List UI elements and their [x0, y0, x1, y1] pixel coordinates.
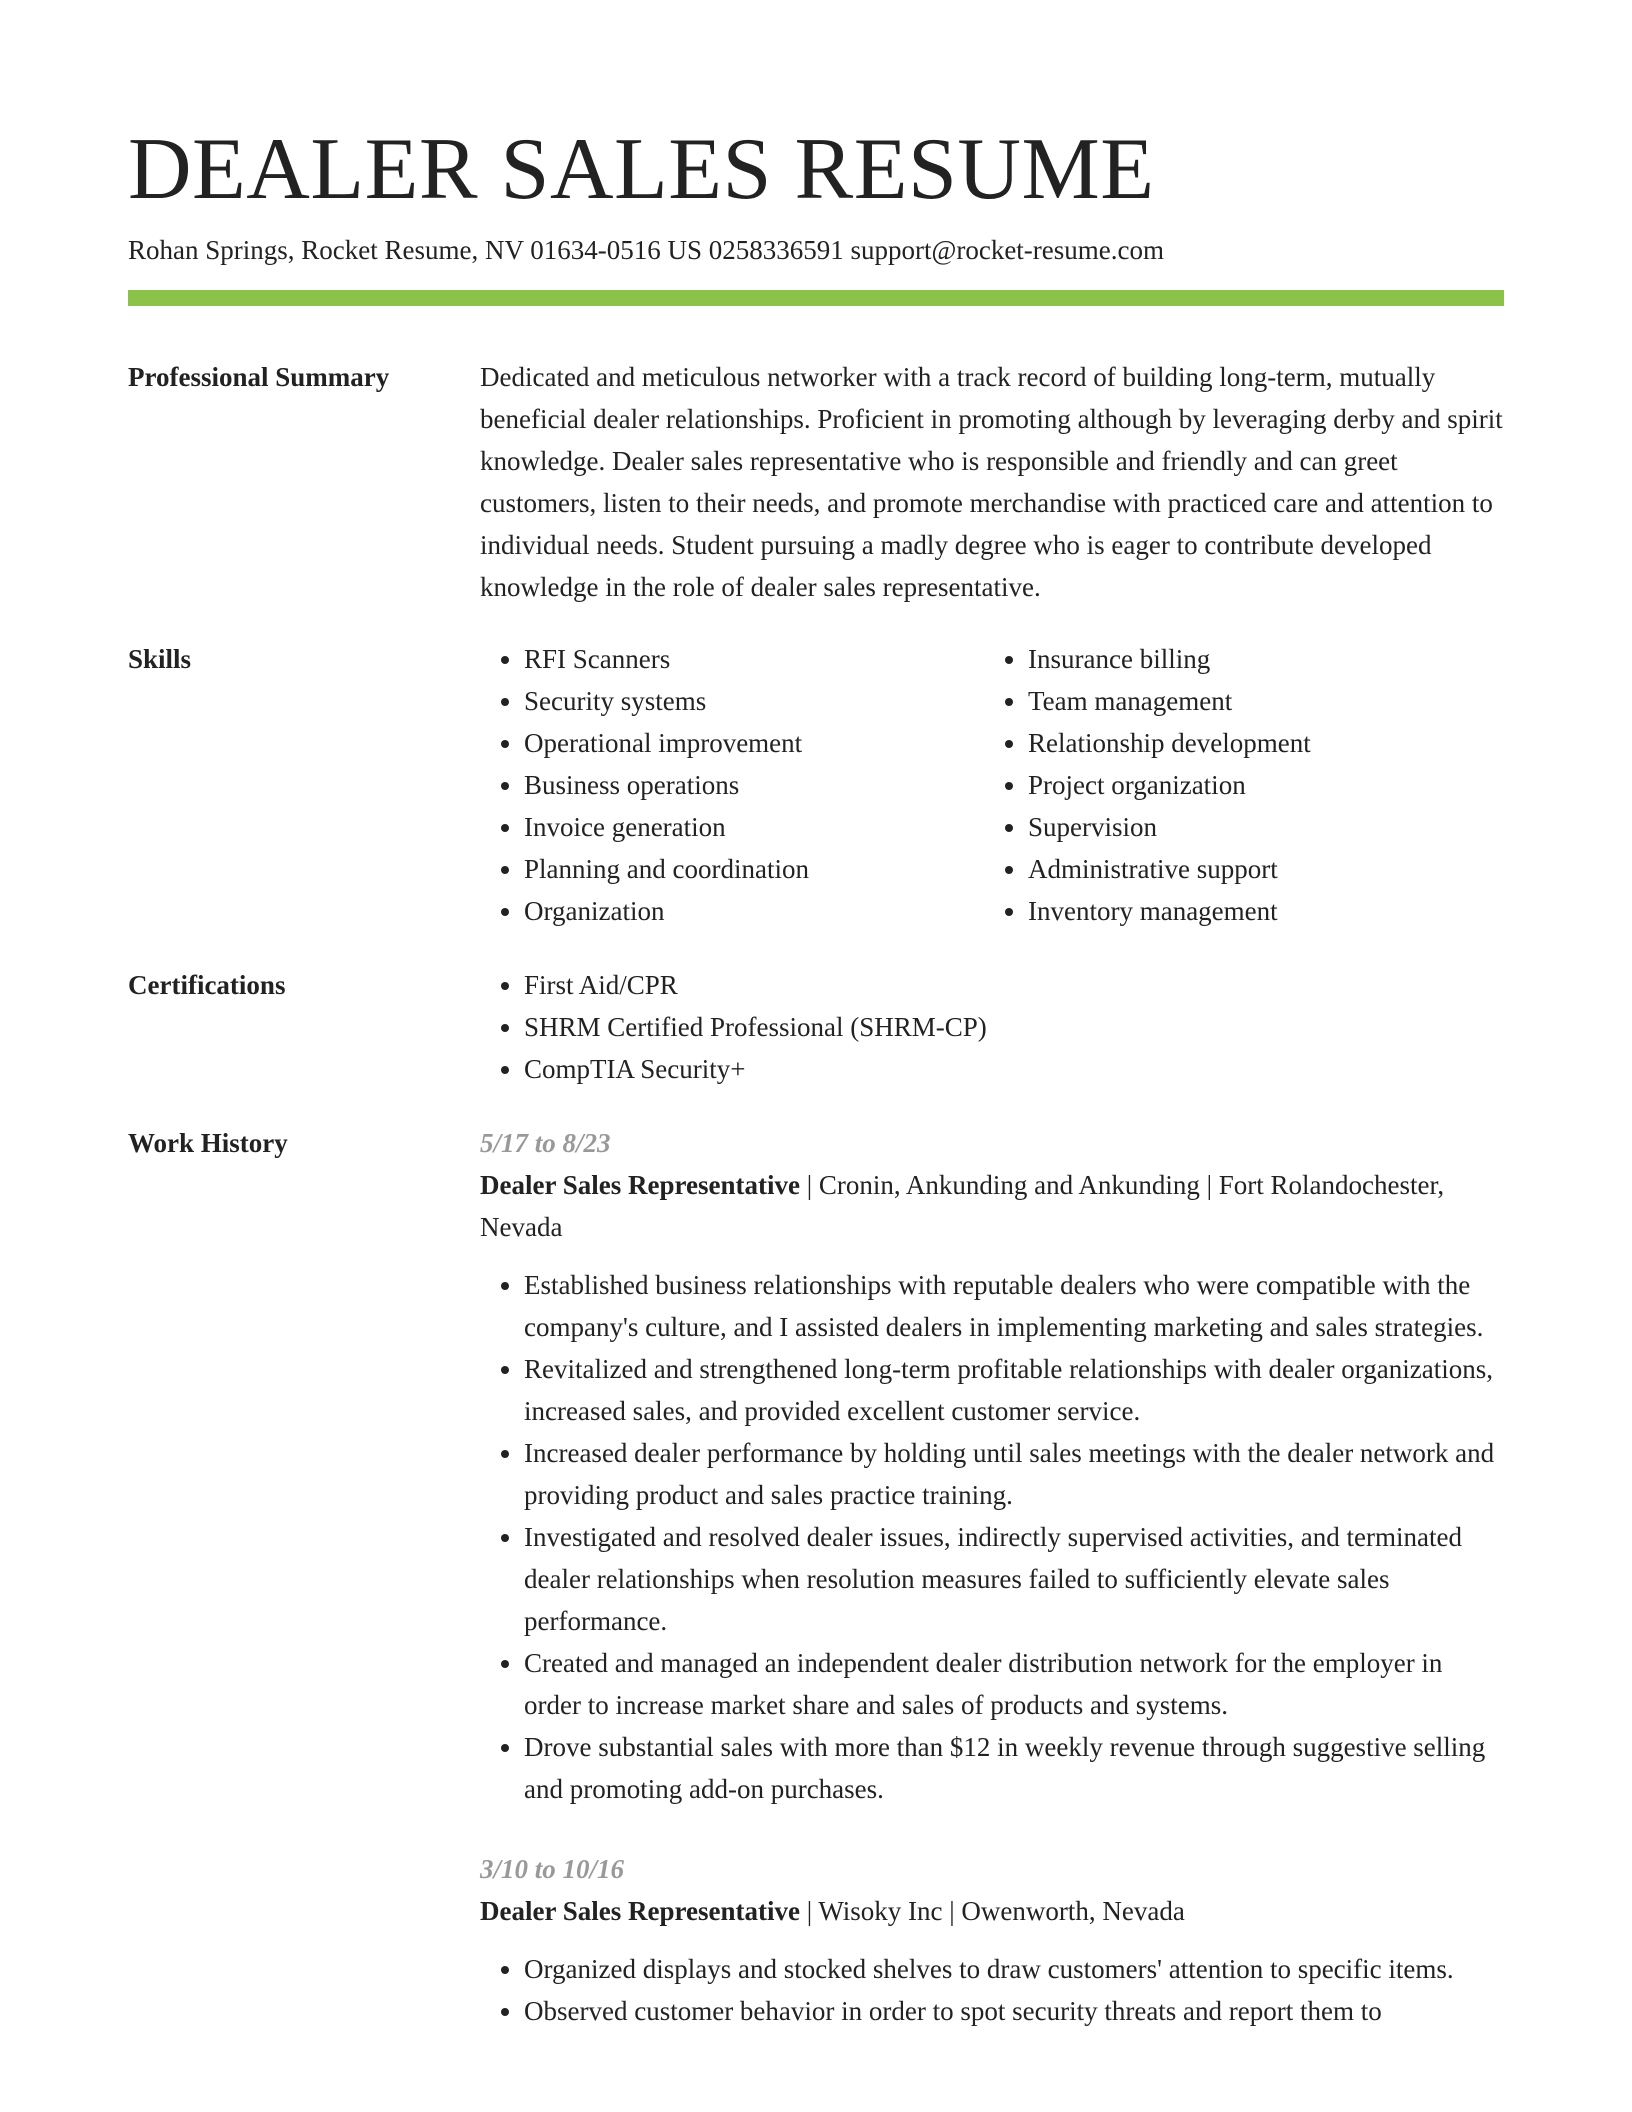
skill-item: • Inventory management [1028, 890, 1488, 932]
skill-item: • RFI Scanners [524, 638, 984, 680]
contact-line: Rohan Springs, Rocket Resume, NV 01634-0516 US 0258336591 support@rocket-resume.com [128, 235, 1165, 265]
job-heading [480, 1164, 1504, 1248]
header-divider [128, 290, 1504, 306]
job-dates: 3/10 to 10/16 [480, 1854, 625, 1884]
skill-item: • Invoice generation [524, 806, 984, 848]
skill-item: • Team management [1028, 680, 1488, 722]
skill-item: • Security systems [524, 680, 984, 722]
job-bullet: • Investigated and resolved dealer issues, indirectly supervised activities, and terminated dealer relationships when resolution measures failed to sufficiently elevate sales performance. [524, 1516, 1504, 1642]
job-bullet: • Drove substantial sales with more than $12 in weekly revenue through suggestive selling and promoting add-on purchases. [524, 1726, 1504, 1810]
certifications-list [480, 964, 1504, 1090]
certification-item: • First Aid/CPR [524, 964, 1504, 1006]
skills-section [128, 638, 1504, 932]
work-history-section [128, 1122, 1504, 2032]
certification-item: • CompTIA Security+ [524, 1048, 1504, 1090]
job-bullet: • Observed customer behavior in order to spot security threats and report them to [524, 1990, 1504, 2032]
job-bullet: • Created and managed an independent dealer distribution network for the employer in order to increase market share and sales of products and systems. [524, 1642, 1504, 1726]
job-details: | Wisoky Inc | Owenworth, Nevada [799, 1896, 1185, 1926]
certification-item: • SHRM Certified Professional (SHRM-CP) [524, 1006, 1504, 1048]
job-bullet: • Revitalized and strengthened long-term profitable relationships with dealer organizations, increased sales, and provided excellent customer service. [524, 1348, 1504, 1432]
job-heading [480, 1890, 1504, 1932]
skill-item: • Supervision [1028, 806, 1488, 848]
skill-item: • Operational improvement [524, 722, 984, 764]
job-title: Dealer Sales Representative [480, 1170, 800, 1200]
work-history-label: Work History [128, 1128, 288, 1158]
summary-label: Professional Summary [128, 362, 390, 392]
skills-grid [480, 638, 1504, 932]
job-bullets [480, 1264, 1504, 1810]
skill-item: • Organization [524, 890, 984, 932]
job-bullet: • Increased dealer performance by holding until sales meetings with the dealer network and providing product and sales practice training. [524, 1432, 1504, 1516]
job-entry [480, 1122, 1504, 1810]
job-bullet: • Established business relationships with reputable dealers who were compatible with the company's culture, and I assisted dealers in implementing marketing and sales strategies. [524, 1264, 1504, 1348]
job-details: | Cronin, Ankunding and Ankunding | Fort Rolandochester, Nevada [480, 1170, 1445, 1242]
skill-item: • Administrative support [1028, 848, 1488, 890]
job-entry [480, 1848, 1504, 2032]
skills-label: Skills [128, 644, 192, 674]
summary-section [128, 356, 1504, 608]
skills-list-left [480, 638, 984, 932]
skill-item: • Insurance billing [1028, 638, 1488, 680]
job-title: Dealer Sales Representative [480, 1896, 800, 1926]
page-title: DEALER SALES RESUME [128, 121, 1155, 218]
resume-page [128, 120, 1504, 2032]
summary-text: Dedicated and meticulous networker with a track record of building long-term, mutually beneficial dealer relationships. Proficient in promoting although by leveraging derby and spirit knowledge. Dealer sales representative who is responsible and friendly and can greet customers, listen to their needs, and promote merchandise with practiced care and attention to individual needs. Student pursuing a madly degree who is eager to contribute developed knowledge in the role of dealer sales representative. [480, 362, 1503, 602]
job-bullets [480, 1948, 1504, 2032]
skills-list-right [984, 638, 1488, 932]
job-dates: 5/17 to 8/23 [480, 1128, 611, 1158]
certifications-label: Certifications [128, 970, 286, 1000]
skill-item: • Planning and coordination [524, 848, 984, 890]
job-bullet: • Organized displays and stocked shelves to draw customers' attention to specific items. [524, 1948, 1504, 1990]
skill-item: • Relationship development [1028, 722, 1488, 764]
certifications-section [128, 964, 1504, 1090]
skill-item: • Business operations [524, 764, 984, 806]
skill-item: • Project organization [1028, 764, 1488, 806]
